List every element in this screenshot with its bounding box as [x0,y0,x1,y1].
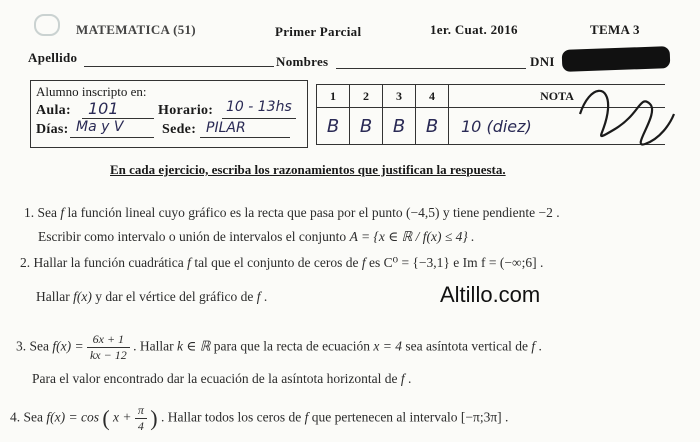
aula-value: 101 [88,99,119,118]
question-3-line-1 [16,332,542,363]
q3-asintota: sea asíntota vertical de [405,338,528,354]
question-1-line-2 [38,229,475,245]
dias-line [70,137,154,138]
q4-fraction [135,403,147,434]
apellido-label: Apellido [28,50,78,65]
question-3-line-2 [32,371,411,387]
q4-denominator: 4 [137,419,144,433]
nombres-line [336,68,526,69]
q4-text: que pertenecen al intervalo [311,409,458,425]
q3-fx: f(x) = [52,338,84,354]
q3-f: f [531,338,536,354]
q1-point: (−4,5) [406,205,440,220]
tema-label: TEMA 3 [590,22,640,37]
q2-zeros: C⁰ = {−3,1} [383,255,450,270]
q1-f: f [60,205,65,220]
q3-k: k ∈ ℝ [176,338,211,354]
q4-intro: 4. Sea [10,409,43,425]
q3-intro: 3. Sea [16,338,49,354]
logo-mark [34,14,60,36]
grader-signature [570,74,680,154]
q2-f-2: f [361,255,366,270]
q2-text: tal que el conjunto de ceros de [194,255,359,270]
sede-line [200,137,290,138]
q1-slope: y tiene pendiente −2 . [442,205,560,220]
q3-fraction [87,332,130,363]
sede-label: Sede: [162,122,197,137]
q1-set: A = {x ∈ ℝ / f(x) ≤ 4} . [349,229,475,244]
horario-value: 10 - 13hs [226,99,292,115]
grade-mark-1: B [317,108,350,145]
watermark: Altillo.com [440,282,541,307]
horario-label: Horario: [158,103,214,118]
enrollment-title: Alumno inscripto en: [36,84,147,99]
grade-column-4: 4 [416,85,449,108]
dni-label: DNI [530,54,555,69]
q3-numerator: 6x + 1 [87,332,130,348]
q4-inner: x + [113,409,132,425]
subject-title: MATEMATICA (51) [76,22,196,37]
q3-hallar: . Hallar [133,338,174,354]
q1-text: la función lineal cuyo gráfico es la recta que pasa por el punto [67,205,403,220]
exam-title: Primer Parcial [275,24,362,39]
nota-value: 10 (diez) [449,108,666,145]
grade-column-1: 1 [317,85,350,108]
q4-numerator: π [135,403,147,419]
q2-fx: f(x) [73,289,92,304]
q2-es: es [369,255,381,270]
grade-column-3: 3 [383,85,416,108]
q4-fx: f(x) = cos [46,409,99,425]
q3-dot: . [538,338,542,354]
q2-f: f [187,255,191,270]
redacted-dni [562,46,671,72]
question-2-line-1 [20,255,543,271]
question-4-line-1: 4. Sea f(x) = cos ( x + $\frac{\pi}{4}$ ) . Hallar todos los ceros de f que pertenecen al intervalo [−π;3π] . [10,403,509,433]
q2-vertex: y dar el vértice del gráfico de [95,289,254,304]
grade-mark-3: B [383,108,416,145]
instruction-text: En cada ejercicio, escriba los razonamientos que justifican la respuesta. [110,162,506,177]
q4-hallar: . Hallar todos los ceros de [161,409,302,425]
nota-header: NOTA [449,85,666,108]
grade-mark-2: B [350,108,383,145]
apellido-line [84,66,274,67]
dias-label: Días: [36,122,69,137]
q3-denominator: kx − 12 [89,348,127,362]
term-label: 1er. Cuat. 2016 [430,22,518,37]
q4-f: f [304,409,309,425]
q2-f-3: f [256,289,261,304]
horario-line [222,118,296,119]
sede-value: PILAR [206,120,246,136]
dias-value: Ma y V [76,119,124,135]
grade-column-2: 2 [350,85,383,108]
q2-dot: . [263,289,268,304]
q3-line2-text: Para el valor encontrado dar la ecuación de la asíntota horizontal de [32,371,398,386]
grade-mark-4: B [416,108,449,145]
question-1-line-1 [24,205,560,221]
q2-e: e [453,255,460,270]
q3-f-2: f [400,371,405,386]
q2-hallar: Hallar [36,289,70,304]
q3-dot-2: . [407,371,412,386]
nombres-label: Nombres [276,54,329,69]
q1-intro: 1. Sea [24,205,57,220]
q2-intro: 2. Hallar la función cuadrática [20,255,184,270]
aula-label: Aula: [36,103,71,118]
q2-image: Im f = (−∞;6] . [462,255,544,270]
q4-interval: [−π;3π] . [460,409,509,425]
question-2-line-2 [36,289,267,305]
q3-eq: x = 4 [373,338,403,354]
q1-line2-text: Escribir como intervalo o unión de intervalos el conjunto [38,229,347,244]
q3-text: para que la recta de ecuación [213,338,371,354]
